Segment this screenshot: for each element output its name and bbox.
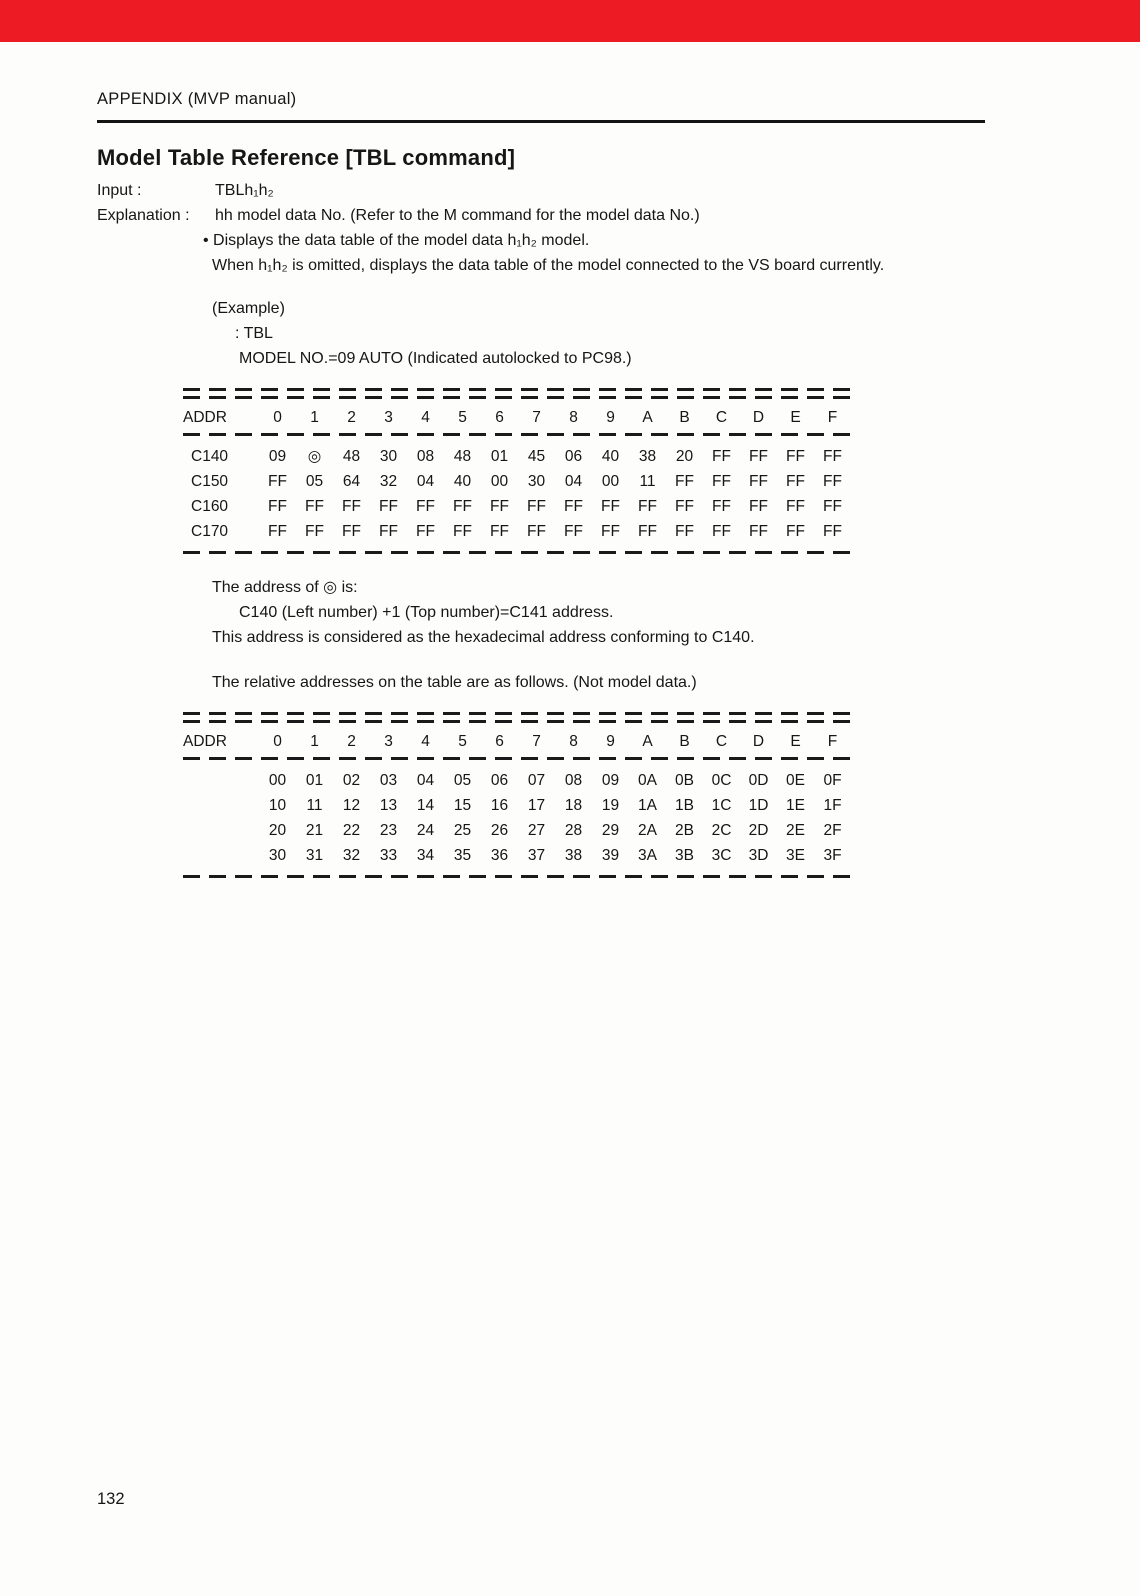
hex-column-header: 4 xyxy=(421,733,430,750)
hex-value-cell: FF xyxy=(638,523,657,540)
hex-value-cell: 15 xyxy=(453,797,472,814)
hex-value-cell: FF xyxy=(786,448,805,465)
hex-value-cell: 3E xyxy=(786,847,805,864)
table-header-divider xyxy=(183,757,851,760)
hex-value-cell: 08 xyxy=(416,448,435,465)
hex-value-cell: FF xyxy=(823,448,842,465)
hex-value-cell: 34 xyxy=(416,847,435,864)
input-value: TBLh₁h₂ xyxy=(215,182,274,199)
hex-value-cell: FF xyxy=(786,473,805,490)
section-title: Model Table Reference [TBL command] xyxy=(97,145,516,170)
explanation-bullet: • Displays the data table of the model data h₁h₂ model. xyxy=(203,232,590,249)
hex-value-cell: 2C xyxy=(711,822,732,839)
hex-value-cell: FF xyxy=(305,498,324,515)
hex-value-cell: 48 xyxy=(342,448,361,465)
hex-value-cell: 04 xyxy=(564,473,583,490)
hex-value-cell: 29 xyxy=(601,822,620,839)
hex-value-cell: FF xyxy=(268,473,287,490)
hex-column-header: F xyxy=(827,733,838,750)
addr-cell xyxy=(183,843,259,868)
hex-value-cell: FF xyxy=(305,523,324,540)
hex-value-cell: 2D xyxy=(748,822,769,839)
hex-value-cell: 11 xyxy=(639,473,656,490)
hex-value-cell: FF xyxy=(749,448,768,465)
hex-value-cell: 28 xyxy=(564,822,583,839)
hex-value-cell: 09 xyxy=(601,772,620,789)
hex-value-cell: 00 xyxy=(601,473,620,490)
addr-cell xyxy=(183,768,259,793)
hex-column-header: 3 xyxy=(384,733,393,750)
hex-value-cell: 01 xyxy=(490,448,509,465)
hex-value-cell: 32 xyxy=(342,847,361,864)
hex-value-cell: 16 xyxy=(490,797,509,814)
hex-value-cell: 3A xyxy=(638,847,657,864)
hex-value-cell: 38 xyxy=(564,847,583,864)
input-row xyxy=(97,179,1043,202)
hex-value-cell: 48 xyxy=(453,448,472,465)
hex-value-cell: 19 xyxy=(601,797,620,814)
hex-value-cell: 00 xyxy=(490,473,509,490)
table-header-divider xyxy=(183,433,851,436)
hex-value-cell: FF xyxy=(490,498,509,515)
hex-column-header: 2 xyxy=(347,733,356,750)
hex-value-cell: 18 xyxy=(564,797,583,814)
hex-value-cell: 24 xyxy=(416,822,435,839)
hex-column-header: 3 xyxy=(384,409,393,426)
hex-column-header: 8 xyxy=(569,733,578,750)
example-result: MODEL NO.=09 AUTO (Indicated autolocked to PC98.) xyxy=(239,350,632,367)
hex-column-header: 7 xyxy=(532,733,541,750)
hex-value-cell: FF xyxy=(453,498,472,515)
hex-column-header: 5 xyxy=(458,409,467,426)
hex-value-cell: 05 xyxy=(453,772,472,789)
hex-column-header: D xyxy=(752,409,765,426)
hex-value-cell: 14 xyxy=(416,797,435,814)
hex-value-cell: FF xyxy=(823,498,842,515)
hex-value-cell: 23 xyxy=(379,822,398,839)
header-rule xyxy=(97,120,985,123)
hex-column-header: E xyxy=(790,409,801,426)
hex-value-cell: FF xyxy=(268,523,287,540)
hex-value-cell: FF xyxy=(416,498,435,515)
hex-value-cell: 20 xyxy=(675,448,694,465)
hex-column-header: 2 xyxy=(347,409,356,426)
table-top-border xyxy=(183,388,851,399)
hex-value-cell: FF xyxy=(601,523,620,540)
hex-value-cell: 30 xyxy=(379,448,398,465)
addr-column-header: ADDR xyxy=(183,733,227,750)
hex-column-header: A xyxy=(642,409,653,426)
hex-value-cell: FF xyxy=(749,523,768,540)
hex-value-cell: 1E xyxy=(786,797,805,814)
hex-value-cell: 12 xyxy=(342,797,361,814)
hex-value-cell: FF xyxy=(490,523,509,540)
hex-value-cell: FF xyxy=(453,523,472,540)
page-content xyxy=(0,88,1140,880)
hex-value-cell: FF xyxy=(712,448,731,465)
hex-value-cell: 39 xyxy=(601,847,620,864)
hex-column-header: 8 xyxy=(569,409,578,426)
hex-value-cell: 06 xyxy=(564,448,583,465)
hex-column-header: B xyxy=(679,733,690,750)
hex-value-cell: 37 xyxy=(527,847,546,864)
hex-value-cell: 1B xyxy=(675,797,694,814)
hex-value-cell: 25 xyxy=(453,822,472,839)
hex-value-cell: FF xyxy=(675,473,694,490)
hex-value-cell: FF xyxy=(379,498,398,515)
hex-value-cell: FF xyxy=(638,498,657,515)
hex-column-header: 9 xyxy=(606,733,615,750)
table-top-border xyxy=(183,712,851,723)
hex-value-cell: 00 xyxy=(268,772,287,789)
hex-value-cell: 0C xyxy=(711,772,732,789)
hex-value-cell: ◎ xyxy=(307,448,322,465)
hex-value-cell: FF xyxy=(268,498,287,515)
hex-value-cell: FF xyxy=(675,498,694,515)
hex-value-cell: FF xyxy=(564,523,583,540)
hex-value-cell: 2B xyxy=(675,822,694,839)
hex-value-cell: 30 xyxy=(527,473,546,490)
hex-value-cell: FF xyxy=(712,523,731,540)
hex-value-cell: 35 xyxy=(453,847,472,864)
explanation-note: When h₁h₂ is omitted, displays the data table of the model connected to the VS board currently. xyxy=(212,257,885,274)
hex-column-header: C xyxy=(715,733,728,750)
hex-column-header: 6 xyxy=(495,409,504,426)
note-hex: This address is considered as the hexadecimal address conforming to C140. xyxy=(212,629,755,646)
hex-value-cell: 0D xyxy=(748,772,769,789)
hex-value-cell: 06 xyxy=(490,772,509,789)
hex-column-header: 1 xyxy=(310,409,319,426)
hex-value-cell: FF xyxy=(749,498,768,515)
hex-column-header: 5 xyxy=(458,733,467,750)
hex-value-cell: FF xyxy=(749,473,768,490)
hex-value-cell: 04 xyxy=(416,772,435,789)
hex-value-cell: 08 xyxy=(564,772,583,789)
hex-value-cell: 22 xyxy=(342,822,361,839)
note-address-of: The address of ◎ is: xyxy=(212,579,358,596)
relative-address-table xyxy=(183,710,851,880)
hex-value-cell: 03 xyxy=(379,772,398,789)
hex-value-cell: 0B xyxy=(675,772,694,789)
hex-value-cell: FF xyxy=(379,523,398,540)
example-command: : TBL xyxy=(235,325,273,342)
example-label: (Example) xyxy=(212,300,285,317)
hex-value-cell: 1D xyxy=(748,797,769,814)
addr-cell: C160 xyxy=(191,498,229,515)
hex-value-cell: 0E xyxy=(786,772,805,789)
page-number: 132 xyxy=(97,1490,125,1508)
hex-column-header: 0 xyxy=(273,733,282,750)
hex-value-cell: 32 xyxy=(379,473,398,490)
hex-value-cell: 3D xyxy=(748,847,769,864)
hex-column-header: D xyxy=(752,733,765,750)
hex-value-cell: 07 xyxy=(527,772,546,789)
hex-column-header: 1 xyxy=(310,733,319,750)
hex-value-cell: 3B xyxy=(675,847,694,864)
hex-value-cell: 02 xyxy=(342,772,361,789)
hex-value-cell: 33 xyxy=(379,847,398,864)
hex-value-cell: 0A xyxy=(638,772,657,789)
hex-value-cell: 31 xyxy=(305,847,324,864)
input-label: Input : xyxy=(97,182,142,199)
hex-value-cell: 30 xyxy=(268,847,287,864)
addr-cell xyxy=(183,818,259,843)
hex-value-cell: 2A xyxy=(638,822,657,839)
hex-value-cell: FF xyxy=(342,498,361,515)
hex-value-cell: 05 xyxy=(305,473,324,490)
hex-column-header: 7 xyxy=(532,409,541,426)
hex-value-cell: 40 xyxy=(453,473,472,490)
hex-value-cell: FF xyxy=(527,498,546,515)
addr-cell: C170 xyxy=(191,523,229,540)
hex-column-header: 6 xyxy=(495,733,504,750)
hex-value-cell: 64 xyxy=(342,473,361,490)
hex-value-cell: FF xyxy=(712,498,731,515)
hex-value-cell: FF xyxy=(527,523,546,540)
note-address-calc: C140 (Left number) +1 (Top number)=C141 address. xyxy=(239,604,614,621)
hex-value-cell: 45 xyxy=(527,448,546,465)
hex-value-cell: 27 xyxy=(527,822,546,839)
hex-value-cell: 01 xyxy=(305,772,324,789)
hex-column-header: 9 xyxy=(606,409,615,426)
hex-value-cell: FF xyxy=(823,473,842,490)
hex-value-cell: 40 xyxy=(601,448,620,465)
addr-column-header: ADDR xyxy=(183,409,227,426)
hex-value-cell: FF xyxy=(342,523,361,540)
hex-value-cell: FF xyxy=(786,523,805,540)
hex-value-cell: 2E xyxy=(786,822,805,839)
addr-cell: C150 xyxy=(191,473,229,490)
table-bottom-border xyxy=(183,551,851,554)
hex-column-header: F xyxy=(827,409,838,426)
hex-value-cell: FF xyxy=(712,473,731,490)
hex-value-cell: 20 xyxy=(268,822,287,839)
hex-value-cell: 3C xyxy=(711,847,732,864)
hex-value-cell: 2F xyxy=(823,822,842,839)
hex-value-cell: 11 xyxy=(306,797,323,814)
hex-column-header: C xyxy=(715,409,728,426)
hex-value-cell: 1F xyxy=(823,797,842,814)
hex-value-cell: FF xyxy=(416,523,435,540)
hex-value-cell: 38 xyxy=(638,448,657,465)
hex-value-cell: 1A xyxy=(638,797,657,814)
hex-value-cell: 09 xyxy=(268,448,287,465)
hex-value-cell: 0F xyxy=(823,772,842,789)
addr-cell xyxy=(183,793,259,818)
addr-cell: C140 xyxy=(191,448,229,465)
hex-column-header: A xyxy=(642,733,653,750)
hex-value-cell: FF xyxy=(786,498,805,515)
hex-column-header: 4 xyxy=(421,409,430,426)
model-data-table xyxy=(183,386,851,556)
running-header: APPENDIX (MVP manual) xyxy=(97,90,297,108)
scan-red-band xyxy=(0,0,1140,42)
note-relative: The relative addresses on the table are as follows. (Not model data.) xyxy=(212,674,697,691)
hex-value-cell: 1C xyxy=(711,797,732,814)
table-bottom-border xyxy=(183,875,851,878)
hex-value-cell: FF xyxy=(823,523,842,540)
explanation-row xyxy=(97,204,1043,227)
hex-value-cell: 26 xyxy=(490,822,509,839)
hex-value-cell: FF xyxy=(675,523,694,540)
hex-value-cell: 21 xyxy=(305,822,324,839)
hex-value-cell: 04 xyxy=(416,473,435,490)
hex-value-cell: FF xyxy=(601,498,620,515)
hex-column-header: E xyxy=(790,733,801,750)
hex-value-cell: 10 xyxy=(268,797,287,814)
explanation-label: Explanation : xyxy=(97,207,190,224)
hex-value-cell: 3F xyxy=(823,847,842,864)
explanation-text: hh model data No. (Refer to the M command for the model data No.) xyxy=(215,207,700,224)
hex-value-cell: FF xyxy=(564,498,583,515)
hex-column-header: B xyxy=(679,409,690,426)
hex-value-cell: 17 xyxy=(527,797,546,814)
hex-value-cell: 36 xyxy=(490,847,509,864)
hex-value-cell: 13 xyxy=(379,797,398,814)
hex-column-header: 0 xyxy=(273,409,282,426)
